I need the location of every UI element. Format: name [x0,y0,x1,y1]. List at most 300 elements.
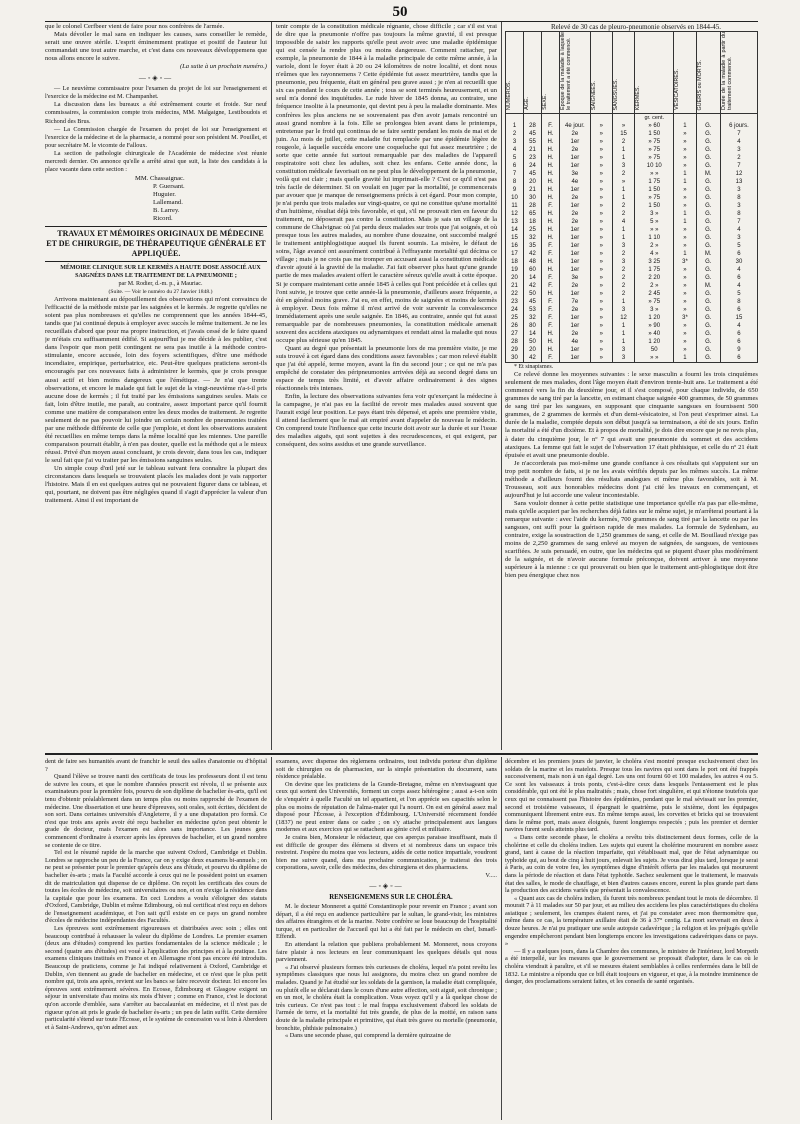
table-cell: » [590,290,612,298]
table-cell: 5 [720,290,757,298]
table-cell: F. [542,282,560,290]
table-cell: 1 75 [635,178,674,186]
table-cell: 24 [506,306,524,314]
table-cell: 2e [560,130,591,138]
table-cell: 2 [612,210,634,218]
table-cell: » [674,346,696,354]
table-cell: 7e [560,298,591,306]
table-cell: 1 [506,122,524,130]
table-cell: H. [542,170,560,178]
column-header-label: AGE. [524,97,530,111]
table-cell: 7 [720,162,757,170]
column-header-label: VÉSICATOIRES. [674,69,681,111]
table-row [506,282,758,290]
table-cell: 1 [674,250,696,258]
table-cell: 9 [720,346,757,354]
table-cell: 1er [560,186,591,194]
top-rule [45,21,758,22]
table-cell: 2 [612,250,634,258]
table-cell: H. [542,226,560,234]
column-header-label: Durée de la maladie à partir du traitement commencé. [720,32,733,111]
table-cell: G. [696,138,720,146]
table-cell: » [590,266,612,274]
column-header [590,32,612,114]
column-2 [276,23,497,750]
memoir-title: MÉMOIRE CLINIQUE SUR LE KERMÈS A HAUTE DOSE ASSOCIÉ AUX SAIGNÉES DANS LE TRAITEMENT DE LA PNEUMONIE ; [60,264,261,279]
table-cell: 9 [506,186,524,194]
table-cell: G. [696,234,720,242]
table-cell: H. [542,138,560,146]
heading-rule [45,261,267,262]
table-cell: H. [542,346,560,354]
table-cell: 1 [674,354,696,363]
table-cell: 45 [524,298,542,306]
table-cell: 53 [524,306,542,314]
table-cell: » [674,162,696,170]
column-3 [505,23,758,750]
table-cell: 30 [720,258,757,266]
table-cell: 6 [720,306,757,314]
table-cell: 2 [612,266,634,274]
table-cell: 19 [506,266,524,274]
column-header-label: SANGSUES. [612,78,619,111]
table-cell: 1 [612,226,634,234]
table-cell: H. [542,210,560,218]
table-cell: 8 [720,210,757,218]
table-cell: » [590,154,612,162]
table-cell: G. [696,306,720,314]
table-cell: 1 [674,170,696,178]
table-cell: M. [696,250,720,258]
table-cell: 32 [524,234,542,242]
paragraph: Sans vouloir donner à cette petite statistique une importance qu'elle n'a pas par elle-même, mais qu'elle acquiert par les recherches déjà faites sur le même sujet, je m'arrêterai pourtant à la remarque suivante : avec l'aide du kermès, 700 grammes de sang tiré par la lancette ou par les sangsues, ont suffi pour la guérison rapide de mes malades. La formule de Sydenham, au contraire, exige la soustraction de 1,250 grammes de sang, et celle de M. Bouillaud n'exige pas moins de 2,250 grammes de sang enlevé au moyen de saignées, de sangsues, de ventouses scarifiées. Je suis persuadé, en outre, que les médecins qui se piquent d'user plus modérément de la saignée, et de n'avoir aucune formule préconçue, doivent arriver à une moyenne supérieure à la mienne : ce qui prouverait ou bien que le traitement anti-phlogistique doit être bien peu énergique chez nos [505,499,758,580]
table-cell: » [590,130,612,138]
table-cell: 1 75 [635,266,674,274]
table-cell: 2 [612,138,634,146]
table-cell: 12 [612,314,634,322]
table-cell [720,114,757,123]
table-cell: » 75 [635,194,674,202]
table-cell [560,114,591,123]
table-cell [524,114,542,123]
paragraph: « Dans cette seconde phase, le choléra a revêtu très distinctement deux formes, celle de la cholérine et celle du choléra indien. Les sujets qui eurent la cholérine moururent en nombre assez grand, tant à cause de la réaction imparfaite, qui s'établissait mal, que de l'état adynamique ou typhoïde qui, au bout de cinq à huit jours, enlevait les sujets. Je vous dirai plus tard, lorsque je serai à Paris, au coin de votre feu, les symptômes digne d'intérêt offerts par les malades qui moururent dans la période de réaction et dans l'état typhoïde. Sachez seulement que le traitement, le mauvais état des salles, le mode de chauffage, et bien d'autres causes encore, eurent la plus grande part dans la production des accidens variés que présentait la convalescence. [505,833,758,895]
table-cell: 1er [560,250,591,258]
table-cell: 3 [720,202,757,210]
paragraph: En attendant la relation que publiera probablement M. Monneret, nous croyons faire plaisir à nos lecteurs en leur communiquant les quelques détails qui nous parviennent. [276,941,497,964]
table-cell: H. [542,130,560,138]
table-cell: » [612,122,634,130]
table-cell: 7 [720,130,757,138]
table-cell: 20 [524,178,542,186]
table-cell: 4 [720,282,757,290]
table-cell: 2e [560,210,591,218]
table-cell: 14 [506,226,524,234]
ornament-divider: —◦◈◦— [369,881,404,890]
table-cell: 4 [612,218,634,226]
column-1 [45,23,267,750]
table-cell [612,114,634,123]
table-cell: G. [696,226,720,234]
table-cell: » [674,146,696,154]
table-cell: 18 [524,218,542,226]
table-cell: 1 [612,338,634,346]
table-cell: G. [696,202,720,210]
table-cell: 3 [612,258,634,266]
paragraph: « J'ai observé plusieurs formes très curieuses de choléra, lequel n'a point revêtu les symptômes classiques que nous lui assignons, du moins chez un grand nombre de malades. Quand je l'ai étudié sur les soldats de la garnison, la maladie était compliquée, ou plutôt elle se déclarait dans le cours d'une autre affection, soit aiguë, soit chronique ; en un mot, le choléra était la complication. Vous voyez qu'il y a là quelque chose de très curieux. Ce n'est pas tout : le mal frappa exclusivement d'abord les soldats de l'armée de terre, et la mortalité fut très grande, de plus de la moitié, en raison sans doute de la maladie principale et primitive, qui était très grave ou mortelle (pneumonie, bronchite, phthisie pulmonaire.) [276,963,497,1032]
table-cell: » [590,226,612,234]
table-cell: 20 [506,274,524,282]
table-cell: 3 [612,346,634,354]
table-cell: 1er [560,162,591,170]
table-cell: 8 [720,298,757,306]
table-cell: 1er [560,290,591,298]
table-row [506,186,758,194]
table-cell: G. [696,218,720,226]
table-cell: 3e [560,170,591,178]
table-cell: 3 [612,306,634,314]
column-divider-4 [501,757,502,1120]
table-cell: 1 [612,330,634,338]
table-cell: 4 [720,322,757,330]
table-cell: » [590,338,612,346]
bottom-column-3 [505,758,758,1120]
table-cell: 1er [560,202,591,210]
column-header [506,32,524,114]
table-cell: 48 [524,258,542,266]
table-cell: » [674,330,696,338]
table-cell: » [674,322,696,330]
table-cell [696,114,720,123]
table-cell: » [590,258,612,266]
table-row [506,210,758,218]
table-cell: 65 [524,210,542,218]
table-row [506,338,758,346]
table-cell: 1 [674,178,696,186]
bottom-column-1 [45,758,267,1120]
table-cell: G. [696,242,720,250]
table-cell: » [590,346,612,354]
paragraph: que le colonel Cerfbeer vient de faire pour nos confrères de l'armée. [45,23,225,30]
table-cell: 2 20 [635,274,674,282]
column-header [524,32,542,114]
news-item: — Le neuvième commissaire pour l'examen du projet de loi sur l'enseignement et l'exercice de la médecine est M. Champanhet. [45,85,267,101]
table-cell: » 75 [635,138,674,146]
table-cell: 1 10 [635,234,674,242]
table-cell: 1er [560,266,591,274]
table-cell: 1er [560,346,591,354]
table-cell: 32 [524,314,542,322]
table-cell: » [590,298,612,306]
table-cell: H. [542,258,560,266]
table-cell: 42 [524,282,542,290]
candidate-name: B. Larrey. [153,206,180,214]
table-cell: » [590,330,612,338]
table-row [506,226,758,234]
table-cell: F. [542,250,560,258]
table-cell: G. [696,154,720,162]
table-cell: 1 20 [635,314,674,322]
table-row [506,154,758,162]
table-cell: » [590,354,612,363]
table-cell: 21 [506,282,524,290]
paragraph: Tel est le résumé rapide de la marche que suivent Oxford, Cambridge et Dublin. Londres se rapproche un peu de la France, car on y exige deux examens bi-annuels ; on ne peut se présenter pour le premier qu'après deux ans d'étude, et pourvu du diplôme de bachelier ès-arts ; mais la Faculté accorde à ceux qui ne le possèdent point un examen dit de matriculation qui dispense de ce diplôme. On reçoit les certificats des cours de toutes les écoles de médecine, soit universitaires ou non, et on n'exige la résidence dans la capitale que pour les examens. En ceci Londres a voulu s'éloigner des statuts d'Oxford, Cambridge, Dublin et même Edimbourg, où nul certificat n'est reçu en dehors de l'enseignement académique, et l'on sait qu'il existe en ce pays un grand nombre d'écoles de médecine indépendantes des Facultés. [45,849,267,925]
table-cell [506,114,524,123]
table-cell: » [590,306,612,314]
table-row [506,170,758,178]
ornament-divider: —◦◈◦— [138,74,174,83]
table-row [506,138,758,146]
table-footnote: * Et sinapismes. [514,364,554,371]
table-row [506,346,758,354]
table-cell: » [674,266,696,274]
paragraph: Quant au degré que présentait la pneumonie lors de ma première visite, je me suis trouvé à cet égard dans des conditions assez favorables ; car mon relevé établit que j'ai été appelé, terme moyen, avant la fin du second jour ; ce qui ne m'a pas empêché de constater des péripneumonies arrivées déjà au second degré dans un espace de temps très limité, et d'avoir affaire ordinairement à des signes réactionnels très intenses. [276,344,497,393]
table-cell: » [590,242,612,250]
column-header [612,32,634,114]
table-cell: 2e [560,218,591,226]
table-cell: F. [542,202,560,210]
table-cell: 5 [720,242,757,250]
table-cell: 50 [524,290,542,298]
table-cell: 2 [612,274,634,282]
table-cell: 25 [524,226,542,234]
table-cell: H. [542,186,560,194]
section-heading: TRAVAUX ET MÉMOIRES ORIGINAUX DE MÉDECINE ET DE CHIRURGIE, DE THÉRAPEUTIQUE GÉNÉRALE ET APPLIQUÉE. [46,228,266,258]
table-cell: F. [542,242,560,250]
table-cell: 8 [720,194,757,202]
table-cell: G. [696,162,720,170]
table-cell: 3 » [635,210,674,218]
news-item: La section de pathologie chirurgicale de l'Académie de médecine s'est réunie mercredi dernier. On annonce qu'elle a arrêté ainsi que suit, la liste des candidats à la place vacante dans cette section : [45,149,267,173]
table-cell: 13 [720,178,757,186]
candidate-name: Ricord. [153,214,173,222]
candidate-name: Huguier. [153,190,176,198]
table-cell: » [674,226,696,234]
table-cell: 29 [506,346,524,354]
table-cell: 1 50 [635,130,674,138]
table-cell: 35 [524,242,542,250]
table-cell: 27 [506,330,524,338]
table-row [506,274,758,282]
table-cell: G. [696,330,720,338]
table-cell: 1 [674,218,696,226]
table-row [506,330,758,338]
table-cell: 5 » [635,218,674,226]
table-cell: 3 [720,234,757,242]
table-cell: G. [696,298,720,306]
cases-table [505,31,758,363]
table-row [506,122,758,130]
table-cell: » 60 [635,122,674,130]
table-cell: H. [542,218,560,226]
table-cell: H. [542,338,560,346]
candidate-name: P. Guersant. [153,182,185,190]
table-cell: G. [696,354,720,363]
table-cell: H. [542,146,560,154]
table-cell: 4 » [635,250,674,258]
table-cell: 2e [560,330,591,338]
table-row [506,234,758,242]
table-row [506,266,758,274]
paragraph: — Il y a quelques jours, dans la Chambre des communes, le ministre de l'intérieur, lord Morpeth a été interpellé, sur les mesures que le gouvernement se proposait d'adopter, dans le cas où le choléra viendrait à paraître, et s'il se mesures étaient semblables à celles renfermées dans le bill de 1832. Le ministre a répondu que ce bill était toujours en vigueur, et que, à la moindre imminence de danger, des proclamations seraient faites, et les conseils de santé organisés. [505,947,758,986]
table-cell: G. [696,122,720,130]
table-cell: » [674,242,696,250]
column-header-label: SAIGNÉES. [590,80,597,111]
paragraph: On devine que les praticiens de la Grande-Bretagne, même en n'envisageant que ceux qui sortent des Universités, forment un corps assez hétérogène ; aussi a-t-on soin de s'enquérir à quelle Faculté un tel appartient, et l'on apprécie ses capacités selon le plus ou moins de réputation de l'alma-mater qui l'a nourri. On est en général assez mal disposé pour l'Écosse, à l'exception d'Édimbourg. L'Université récemment fondée (1837) ne peut entrer dans ce cadre ; on s'y attache principalement aux langues modernes et aux exercices qui se rattachent au génie civil et militaire. [276,780,497,834]
table-cell: 8 [506,178,524,186]
table-row [506,258,758,266]
table-cell: 23 [506,298,524,306]
column-header [542,32,560,114]
table-cell: 2 [612,170,634,178]
table-cell: 3* [674,258,696,266]
table-cell: » [590,202,612,210]
continuation-note: (La suite à un prochain numéro.) [179,63,267,71]
table-cell: G. [696,290,720,298]
table-cell: 1er [560,226,591,234]
table-cell: 3 25 [635,258,674,266]
table-cell: 15 [720,314,757,322]
table-title: Relevé de 30 cas de pleuro-pneumonie observés en 1844-45. [550,23,722,31]
paragraph: Enfin, la lecture des observations suivantes fera voir qu'exerçant la médecine à la campagne, je n'ai pas eu la facilité de revoir mes malades aussi souvent que l'aurait exigé leur position. Le pays étant très dépensé, et après une première visite, il attend facilement que le mal ait empiré avant d'appeler de nouveau le médecin. On comprend toute l'influence que cette incurie doit avoir sur la durée et sur l'issue des maladies aiguës, qui sont sujettes à des recrudescences, et qui exigent, par conséquent, des soins assidus et une grande surveillance. [276,393,497,449]
table-cell: H. [542,162,560,170]
table-row [506,194,758,202]
paragraph: Je n'accorderais pas moi-même une grande confiance à ces résultats qui s'appuient sur un trop petit nombre de faits, si je ne les avais vérifiés depuis par les mêmes succès. La même méthode a d'ailleurs fourni des résultats analogues et même plus favorables, soit à M. Trousseau, soit aux honorables médecins dont j'ai cité les travaux en commençant, et aujourd'hui je lui accorde une valeur incontestable. [505,459,758,499]
table-cell: 6 [720,274,757,282]
table-cell: 10 [506,194,524,202]
table-cell: » [612,178,634,186]
table-cell: H. [542,194,560,202]
candidate-name: MM. Chassaignac. [135,174,185,182]
table-cell: 21 [524,186,542,194]
paragraph: M. le docteur Monneret a quitté Constantinople pour revenir en France ; avant son départ, il a été reçu en audience particulière par le sultan, le grand-visir, les ministres des affaires étrangères et de la marine. Notre confrère se loue beaucoup de l'hospitalité turque, et en particulier de l'accueil qui lui a été fait par le médecin en chef, Ismaël-Effendi. [276,903,497,941]
table-cell: H. [542,154,560,162]
column-header-label: KERMÈS. [635,85,642,111]
table-cell [674,114,696,123]
table-cell: 50 [524,338,542,346]
table-cell: » [590,138,612,146]
table-row [506,314,758,322]
table-row [506,290,758,298]
table-cell: G. [696,322,720,330]
paragraph: Je crains bien, Monsieur le rédacteur, que ces aperçus paraisse insuffisant, mais il est difficile de grouper des élémens si divers et si nombreux dans un espace très restreint. J'espère du moins que vos lecteurs, aidés de cette notice impartiale, voudront bien me suivre quand, dans ma prochaine communication, je traiterai des trois corporations, savoir, celle des médecins, des chirurgiens et des pharmaciens. [276,833,497,872]
table-cell: 45 [524,170,542,178]
table-cell: 30 [506,354,524,363]
table-cell: 4e [560,178,591,186]
table-cell: 4e jour. [560,122,591,130]
table-cell: 1er [560,322,591,330]
table-cell: 42 [524,250,542,258]
paragraph: « Dans une seconde phase, qui comprend la dernière quinzaine de [285,1032,451,1040]
table-cell: 28 [506,338,524,346]
table-cell: F. [542,298,560,306]
table-cell: 26 [506,322,524,330]
paragraph: tenir compte de la constitution médicale régnante, chose difficile ; car s'il est vrai de dire que la pneumonie n'offre pas toujours la même gravité, il est presque impossible de saisir les rapports qu'elle peut avoir avec une maladie épidémique qui est censée la rendre plus ou moins dangereuse. Comment rattacher, par exemple, la pneumonie de 1844 à la maladie principale de cette même année, à la variole, dont le foyer était à 20 ou 24 kilomètres de notre localité, et dont nous n'eûmes que les rayonnemens ? Cette épidémie fut assez meurtrière, tandis que la pneumonie, peu fréquente, était en général peu grave aussi ; je n'en ai recueilli que six cas pendant le cours de cette année ; tous se sont terminés heureusement, et un seul m'a donné des inquiétudes. Le rude hiver de 1845 donna, au contraire, une fréquence insolite à la pneumonie, qui devint peu à peu la maladie dominante. Mes confrères les plus anciens ne se souvenaient pas d'en avoir jamais rencontré un aussi grand nombre à la fois. Elle se prolongea bien avant dans le printemps, entretenue par le froid qui continua de se faire sentir pendant les mois de mai et de juin. Au mois de juillet, cette maladie fut remplacée par une épidémie légère de rougeole, à laquelle succéda encore une coqueluche qui fut assez meurtrière ; de sorte que cette année fut surtout remarquable par des maladies de l'appareil respiratoire soit chez les adultes, soit chez les enfans. Cette année donc, la constitution médicale favorisait on ne peut plus le développement de la pneumonie, voilà qui est clair ; mais quelle gravité lui imprimait-elle ? C'est ce qu'il n'est pas très facile de déterminer. Si on voulait en juger par la mortalité, je commencerais par avouer que je manque de renseignemens précis à cet égard. Pour mon compte, je n'ai perdu que trois malades sur vingt-quatre, ce qui ne constitue qu'une mortalité d'un huitième, résultat déjà très favorable, et qui, s'il ne prouvait rien en faveur du traitement, ne déposerait pas contre la constitution. Mais je sais un village de la commune de Chalvignac où j'ai perdu deux malades sur trois que j'ai soignés, et où presque tous les autres malades, au nombre d'une douzaine, ont succombé malgré le traitement antiphlogistique auquel ils furent soumis. La misère, le défaut de soins, l'âge avancé ont assurément contribué à l'effrayante mortalité qui décima ce village ; mais je ne crois pas me tromper en accusant aussi la constitution médicale d'avoir ajouté à la gravité de la maladie. J'ai fait observer plus haut qu'une grande partie de mes malades avaient offert le caractère séreux qu'elle avait à cette époque. Si je compare maintenant cette année 1845 à celles qui l'ont précédée et à celles qui l'ont suivie, je trouve que cette année-là la pneumonie, d'ailleurs assez fréquente, a été en général moins grave. J'ai eu, en effet, moins de saignées et moins de kermès à employer. Deux fois même il m'est arrivé de voir survenir la convalescence immédiatement après une seule saignée. En 1846, au contraire, année qui fut aussi remarquable par de nombreuses pneumonies, la constitution médicale amenait souvent des accidens ataxiques ou adynamiques et rendait ainsi la maladie qui nous occupe plus sérieuse qu'en 1845. [276,23,497,344]
candidate-list [135,175,267,223]
table-cell: 23 [524,154,542,162]
table-cell: 28 [524,122,542,130]
table-cell: 16 [506,242,524,250]
table-cell: 21 [524,146,542,154]
table-cell: 3 [612,162,634,170]
table-cell: » » [635,170,674,178]
candidate-name: Lallemand. [153,198,183,206]
paragraph: Ce relevé donne les moyennes suivantes : le sexe masculin a fourni les trois cinquièmes seulement de mes malades, dont l'âge moyen était d'environ trente-huit ans. Le traitement a été commencé vers la fin du deuxième jour, et il s'est composé, pour chaque individu, de 650 grammes de sang tiré par la lancette, en estimant chaque saignée 400 grammes, de 50 grammes de sang tiré par les sangsues, en supposant que cinquante sangsues en fournissent 500 grammes, de 2 grammes de kermès et d'un demi-vésicatoire, si l'on peut s'exprimer ainsi. La durée de la maladie, comptée depuis son début jusqu'à sa terminaison, a été de six jours. Enfin la mortalité a été d'un dixième. Et à propos de mortalité, je dois dire encore que je ne revis plus, à dater du cinquième jour, le nº 7 qui avait une pneumonie du sommet et des accidens ataxiques. La femme qui fait le sujet de l'observation 17 était phthisique, et celle du nº 21 était épuisée et avait une pneumonie double. [505,371,758,459]
section-heading: RENSEIGNEMENS SUR LE CHOLÉRA. [329,894,453,902]
table-cell: » [590,178,612,186]
table-cell: 60 [524,266,542,274]
column-header-label: SEXE. [542,94,548,111]
signature: V..... [485,871,497,879]
table-cell: » [590,274,612,282]
table-cell: » [674,154,696,162]
paragraph: Les épreuves sont extrêmement rigoureuses et distribuées avec soin ; elles ont beaucoup contribué à rehausser la valeur du diplôme de Londres. Le premier examen (deux ans d'études) comprend les parties fondamentales de la science médicale ; le second (quatre ans d'études) est voué à l'application des principes et à la pratique. Les examens cliniques institués en France et en Allemagne n'ont pas encore été introduits. Beaucoup de praticiens, comme je l'ai indiqué relativement à Oxford, Cambridge et Dublin, s'en tiennent au grade de bachelier en médecine, et ce n'est que le plus petit nombre qui, trois ans après, revient sur les bancs se faire recevoir docteur. Ici encore les épreuves sont extrêmement sévères. En Ecosse, Édimbourg et Glasgow exigent un séjour in universitate d'au moins six mois d'hiver ; comme en France, c'est le doctorat qu'on accorde d'emblée, sans s'arrêter au baccalauréat en médecine, et il n'est pas de rigueur qu'on ait pris le grade de bachelier ès-arts ; un peu de latin suffit. Cette dernière particularité s'étend sur toute l'Écosse, et le système de concession va si loin à Aberdeen et à Saint-Andrews, qu'on admet aux [45,925,267,1031]
table-cell: 1 50 [635,186,674,194]
paragraph: « Quant aux cas de choléra indien, ils furent très nombreux pendant tout le mois de décembre. Il mourait 7 à 11 malades sur 50 par jour, et au milieu des accidens les plus caractéristiques du choléra asiatique ; seulement, les crampes étaient rares, et j'ai pu constater avec mon thermomètre que, même dans ce cas, la température axillaire était de 36 à 37° centig. La mort survenait en deux à douze heures. Je n'ai pu pratiquer une seule autopsie cadavérique ; la religion et les préjugés qu'elle engendre empêcheront pendant bien longtemps encore les investigations cadavériques dans ce pays. » [505,894,758,948]
table-cell: 1er [560,258,591,266]
table-cell: » [590,162,612,170]
table-cell: 3 [720,146,757,154]
table-row [506,218,758,226]
table-body [506,114,758,363]
table-cell: 22 [506,290,524,298]
table-cell: » [674,290,696,298]
table-cell: H. [542,330,560,338]
paragraph: Quand l'élève se trouve nanti des certificats de tous les professeurs dont il est tenu de suivre les cours, et que le nombre d'années prescrit est révolu, il se présente aux examinateurs pour la première fois, pourvu de son diplôme de bachelier ès-arts, qu'il est tenu d'obtenir préalablement dans un temps plus ou moins rapproché de l'examen de médecine. Une dissertation et une heure d'épreuves, soit orales, soit écrites, décident de son sort. Dans certaines universités d'Angleterre, il y a une dispatation pro formâ. Ce n'est que trois ans après avoir été reçu bachelier en médecine qu'on peut obtenir le grade de docteur, mais l'examen est alors sans importance. Les jeunes gens commencent d'ordinaire à exercer après les épreuves de bachelier, et un grand nombre se contente de ce titre. [45,773,267,849]
table-cell: gr. cent. [635,114,674,123]
table-cell: 1er [560,154,591,162]
table-row [506,178,758,186]
table-cell: 1 [612,154,634,162]
bottom-column-2 [276,758,497,1120]
table-cell: » [674,194,696,202]
table-cell: » [674,338,696,346]
table-cell: » [674,282,696,290]
table-cell: G. [696,274,720,282]
table-cell: 18 [506,258,524,266]
table-cell: F. [542,354,560,363]
table-cell: 25 [506,314,524,322]
table-cell: 3 [612,242,634,250]
table-cell: G. [696,338,720,346]
table-cell: » 75 [635,298,674,306]
table-cell: 1 [612,298,634,306]
column-header-label: Époque de la maladie à laquelle le traitement a été commencé. [560,32,572,111]
table-cell: » [674,130,696,138]
section-divider [45,753,758,755]
table-cell: 14 [524,274,542,282]
table-cell: F. [542,314,560,322]
table-cell: 6 [506,162,524,170]
column-header-label: NUMÉROS. [506,80,512,111]
column-header [674,32,696,114]
paragraph: dent de faire ses humanités avant de franchir le seuil des salles d'anatomie ou d'hôpital ? [45,758,267,773]
table-row [506,354,758,363]
table-cell: 3* [674,314,696,322]
table-row [506,250,758,258]
table-cell: 2 [506,130,524,138]
table-cell: 13 [506,218,524,226]
column-header [560,32,591,114]
table-row [506,306,758,314]
table-cell: 1 [612,234,634,242]
table-cell: » [674,202,696,210]
table-cell: 2 45 [635,290,674,298]
table-cell: 42 [524,354,542,363]
table-cell: 1er [560,354,591,363]
table-cell: 4 [720,138,757,146]
table-cell: 20 [524,346,542,354]
table-cell: 1 20 [635,338,674,346]
